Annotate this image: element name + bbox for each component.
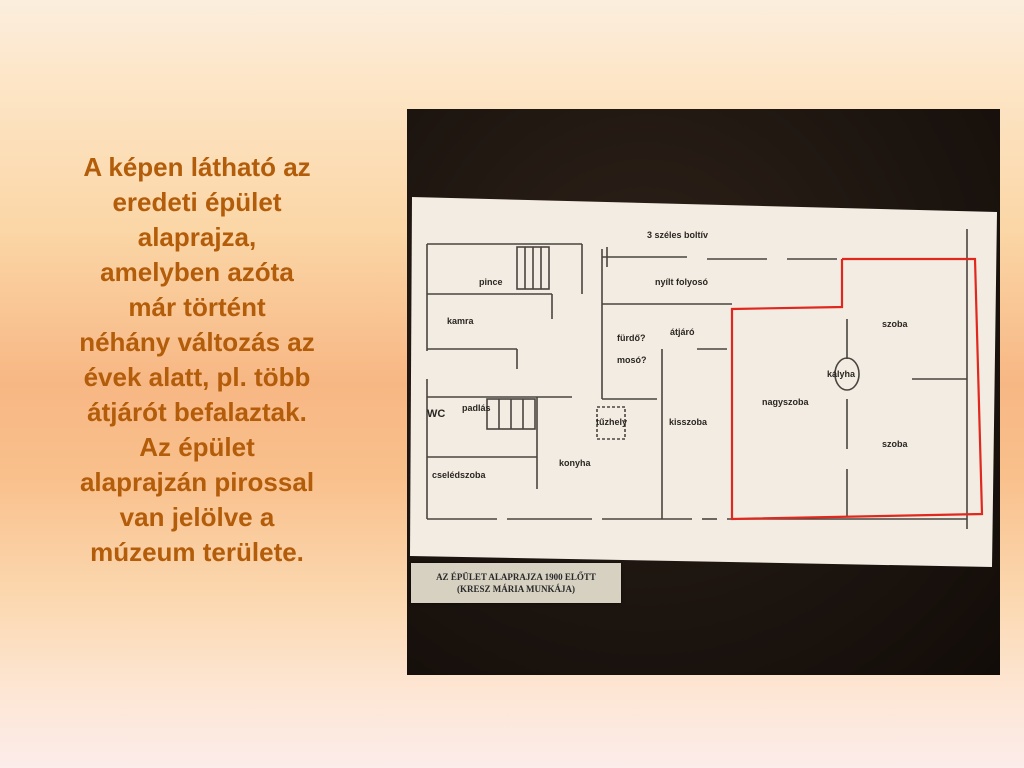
label-kalyha: kályha	[827, 369, 856, 379]
label-kisszoba: kisszoba	[669, 417, 708, 427]
text-line: van jelölve a	[119, 502, 275, 532]
label-cseledszoba: cselédszoba	[432, 470, 486, 480]
text-line: eredeti épület	[112, 187, 282, 217]
text-line: alaprajzán pirossal	[79, 467, 315, 497]
floorplan-photo	[407, 109, 1000, 675]
label-tuzhely: tűzhely	[596, 417, 628, 427]
label-konyha: konyha	[559, 458, 591, 468]
text-line: néhány változás az	[79, 327, 315, 357]
text-line: alaprajza,	[137, 222, 257, 252]
label-folyoso: nyílt folyosó	[655, 277, 709, 287]
label-furdo: fürdő?	[617, 333, 646, 343]
text-line: Az épület	[139, 432, 255, 462]
label-moso: mosó?	[617, 355, 647, 365]
label-kamra: kamra	[447, 316, 474, 326]
plan-paper	[410, 197, 997, 567]
text-line: A képen látható az	[83, 152, 311, 182]
label-arch: 3 széles boltív	[647, 230, 709, 240]
description-text	[22, 150, 372, 570]
label-pince: pince	[479, 277, 503, 287]
text-line: múzeum területe.	[90, 537, 304, 567]
text-line: évek alatt, pl. több	[83, 362, 311, 392]
label-nagyszoba: nagyszoba	[762, 397, 809, 407]
caption-line-2: (KRESZ MÁRIA MUNKÁJA)	[457, 584, 575, 594]
label-atjaro: átjáró	[670, 327, 695, 337]
text-line: átjárót befalaztak.	[87, 397, 307, 427]
text-line: már történt	[128, 292, 266, 322]
label-padlas: padlás	[462, 403, 491, 413]
plan-caption	[411, 563, 621, 603]
caption-line-1: AZ ÉPÜLET ALAPRAJZA 1900 ELŐTT	[436, 572, 596, 582]
label-wc: WC	[427, 408, 446, 420]
text-line: amelyben azóta	[100, 257, 294, 287]
label-szoba-2: szoba	[882, 439, 908, 449]
label-szoba-1: szoba	[882, 319, 908, 329]
